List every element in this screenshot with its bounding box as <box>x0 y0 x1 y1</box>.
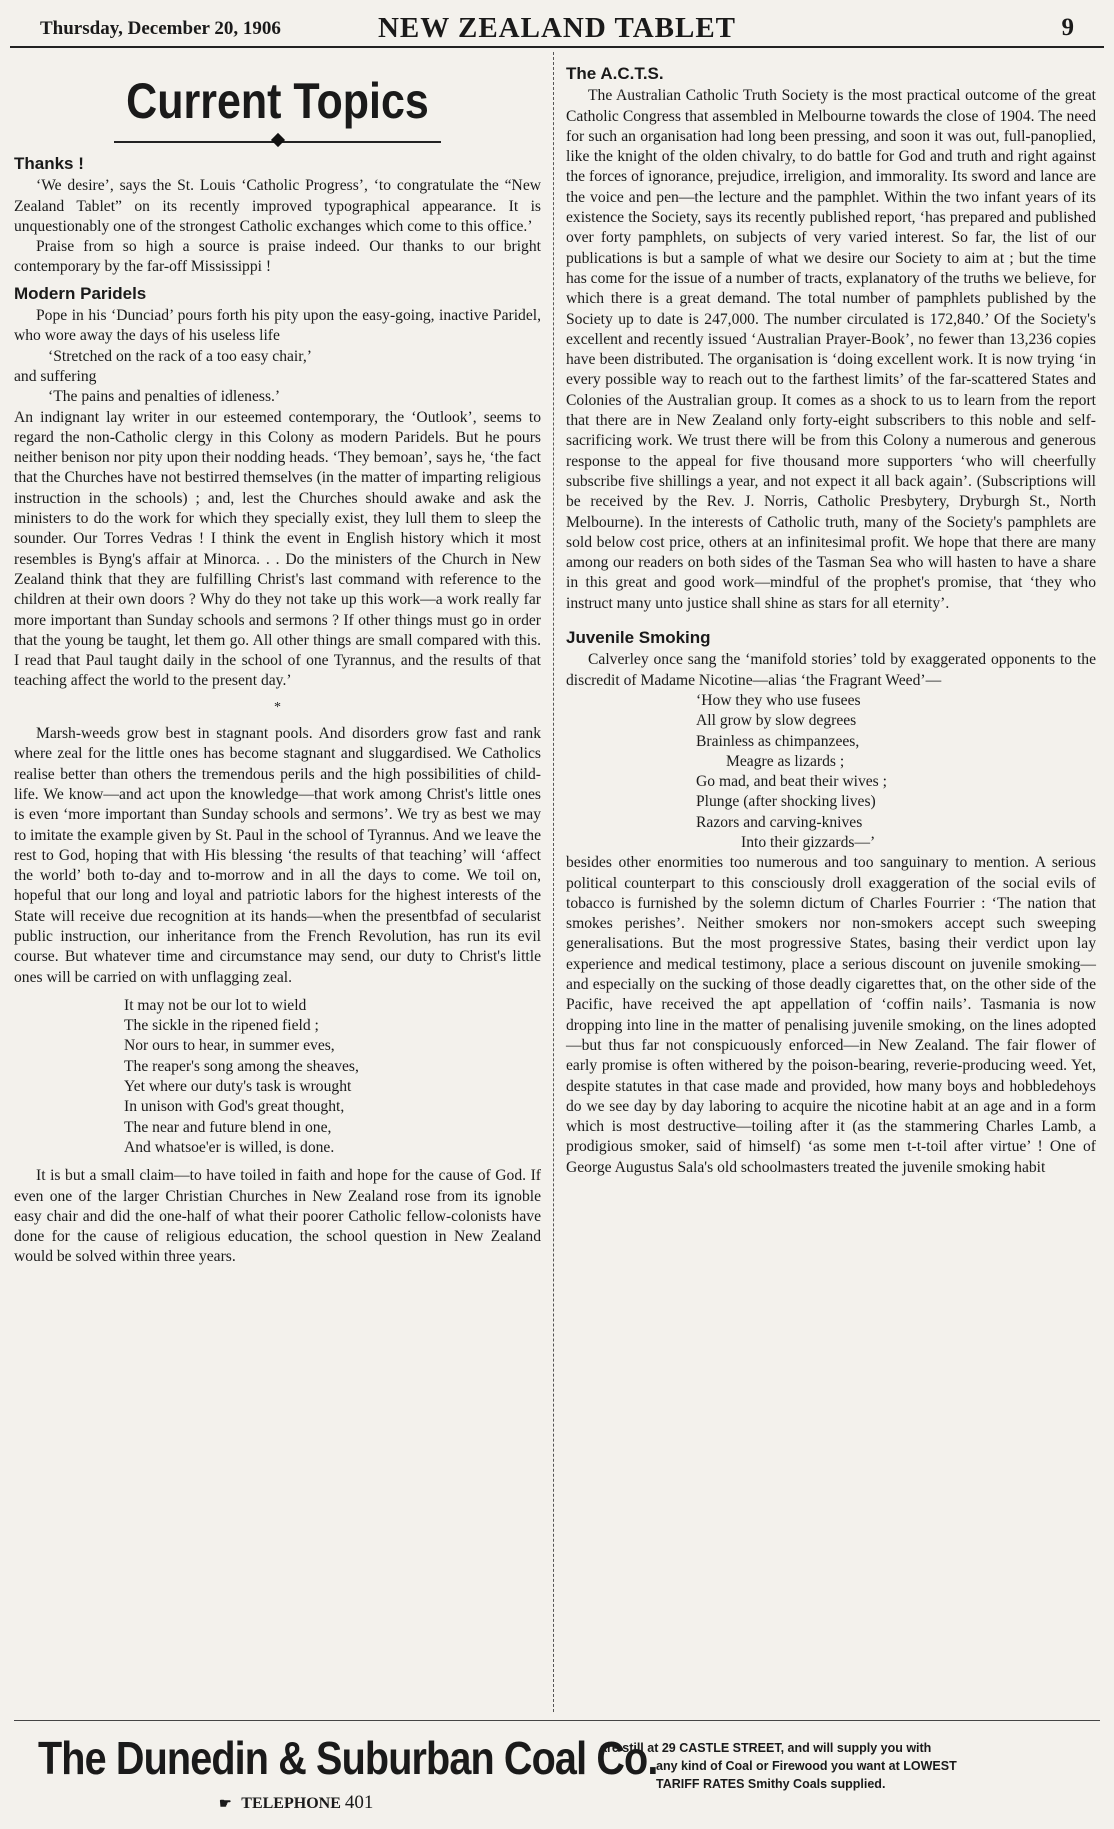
advert-telephone <box>219 1792 373 1814</box>
paridels-paragraph-5: It is but a small claim—to have toiled in faith and hope for the cause of God. If even one of the larger Christian Churches in New Zealand rose from its ignoble easy chair and did the one-half of what their poorer Catholic fellow-colonists have done for the cause of religious education, the school question in New Zealand would be solved within three years. <box>14 1167 541 1266</box>
smoking-verse <box>566 691 1096 853</box>
right-column <box>566 60 1096 1178</box>
coal-company-advert <box>14 1720 1100 1821</box>
smoking-heading: Juvenile Smoking <box>566 628 711 648</box>
paridels-heading: Modern Paridels <box>14 283 147 303</box>
telephone-number: 401 <box>344 1792 374 1813</box>
verse-line: ‘How they who use fusees <box>696 691 861 709</box>
acts-heading: The A.C.T.S. <box>566 64 664 83</box>
verse-line: In unison with God's great thought, <box>124 1098 345 1116</box>
advert-details <box>600 1739 1080 1793</box>
verse-line: Yet where our duty's task is wrought <box>124 1078 352 1096</box>
verse-line: Meagre as lizards ; <box>726 752 845 770</box>
thanks-heading: Thanks ! <box>14 154 84 173</box>
verse-line: Brainless as chimpanzees, <box>696 732 860 750</box>
verse-line: It may not be our lot to wield <box>124 996 307 1014</box>
newspaper-title: NEW ZEALAND TABLET <box>377 12 737 44</box>
pointing-hand-icon: ☛ <box>219 1797 232 1812</box>
advert-line-3: TARIFF RATES Smithy Coals supplied. <box>656 1777 886 1791</box>
paridels-quote-2: ‘The pains and penalties of idleness.’ <box>48 388 281 406</box>
paridels-paragraph-1: Pope in his ‘Dunciad’ pours forth his pity upon the easy-going, inactive Paridel, who wore away the days of his useless life <box>14 307 541 345</box>
section-break-star: * <box>274 699 281 715</box>
advert-line-1: are still at 29 CASTLE STREET, and will supply you with <box>600 1741 932 1755</box>
paridels-paragraph-4: Marsh-weeds grow best in stagnant pools. And disorders grow fast and rank where zeal for the little ones has become stagnant and sluggardised. We Catholics realise better than others the tremendous perils and the high possibilities of child-life. We know—and act upon the knowledge—that work among Christ's little ones is even ‘more important than Sunday schools and sermons’. We try as best we may to imitate the example given by St. Paul in the school of Tyrannus. And we leave the rest to God, hoping that with His blessing ‘the results of that teaching’ will ‘affect the world’ both to-day and to-morrow and in all the days to come. We toil on, hopeful that our long and loyal and patriotic labors for the highest interests of the State will receive due recognition at its hands—when the presentbfad of secularist public instruction, our inheritance from the French Revolution, has run its evil course. But whatever time and circumstance may send, our duty to Christ's little ones will be carried on with unflagging zeal. <box>14 725 541 986</box>
thanks-paragraph-1: ‘We desire’, says the St. Louis ‘Catholic Progress’, ‘to congratulate the “New Zealand Tablet” on its recently improved typographical appearance. It is unquestionably one of the strongest Catholic exchanges which come to this office.’ <box>14 177 541 235</box>
page-number: 9 <box>1061 14 1074 41</box>
telephone-label: TELEPHONE <box>241 1795 341 1812</box>
thanks-paragraph-2: Praise from so high a source is praise indeed. Our thanks to our bright contemporary by the far-off Mississippi ! <box>14 238 541 276</box>
paridels-quote-1: ‘Stretched on the rack of a too easy chair,’ <box>48 347 312 365</box>
smoking-paragraph-2: besides other enormities too numerous and too sanguinary to mention. A serious political counterpart to this consciously droll exaggeration of the social evils of tobacco is furnished by the solemn dictum of Charles Fourrier : ‘The nation that smokes perishes’. Neither smokers nor non-smokers accept such sweeping generalisations. But the most progressive States, basing their verdict upon lay experience and medical testimony, place a serious discount on juvenile smoking—and especially on the sucking of those deadly cigarettes that, on the other side of the Pacific, have received the apt appellation of ‘coffin nails’. Tasmania is now dropping into line in the matter of penalising juvenile smoking, on the lines adopted—but thus far not conspicuously enforced—in New Zealand. The fair flower of early promise is often withered by the poison-bearing, reverie-producing weed. Yet, despite statutes in that case made and provided, how many boys and hobbledehoys do we see day by day laboring to acquire the nicotine habit at an age and in a form which is most destructive—toiling after it (as the stammering Charles Lamb, a prodigious smoker, said of himself) ‘as some men t-t-toil after virtue’ ! One of George Augustus Sala's old schoolmasters treated the juvenile smoking habit <box>566 854 1096 1176</box>
section-title: Current Topics <box>126 73 429 129</box>
diamond-ornament-icon <box>270 133 284 147</box>
issue-date: Thursday, December 20, 1906 <box>40 18 281 39</box>
paridels-paragraph-2: and suffering <box>14 367 97 385</box>
verse-line: Nor ours to hear, in summer eves, <box>124 1037 335 1055</box>
verse-line: Razors and carving-knives <box>696 813 863 831</box>
column-divider <box>553 52 554 1712</box>
verse-line: The near and future blend in one, <box>124 1118 332 1136</box>
acts-paragraph-1: The Australian Catholic Truth Society is the most practical outcome of the great Catholic Congress that assembled in Melbourne towards the close of 1904. The need for such an organisation had long been pressing, and soon it was out, full-panoplied, like the knight of the olden chivalry, to do battle for God and truth and right against the forces of ignorance, prejudice, irreligion, and immorality. Its sword and lance are the voice and pen—the lecture and the pamphlet. Within the two infant years of its existence the Society, says its recently published report, ‘has prepared and published over forty pamphlets, on subjects of very varied interest. So far, the list of our publications is but a sample of what we desire our Society to aim at ; but the time has come for the issue of a number of tracts, explanatory of the truths we believe, for which there is a great demand. The total number of pamphlets published by the Society up to date is 247,000. The number circulated is 172,840.’ Of the Society's excellent and recently issued ‘Australian Prayer-Book’, no fewer than 13,236 copies have been distributed. The organisation is ‘doing excellent work. It is now trying ‘in every possible way to reach out to the farthest limits’ of the far-scattered States and Colonies of the Australian group. It comes as a shock to us to learn from the report that there are in New Zealand only forty-eight subscribers to this noble and self-sacrificing work. We trust there will be from this Colony a numerous and generous response to the appeal for five thousand more supporters ‘who will cheerfully subscribe five shillings a year, and not expect it all back again’. (Subscriptions will be received by the Rev. J. Norris, Catholic Presbytery, Dryburgh St., North Melbourne). In the interests of Catholic truth, many of the Society's pamphlets are sold below cost price, others at an infinitesimal profit. We hope that there are many among our readers on both sides of the Tasman Sea who will hasten to have a share in this great and good work—mindful of the prophet's promise, that ‘they who instruct many unto justice shall shine as stars for all eternity’. <box>566 87 1097 612</box>
page-header <box>10 12 1104 48</box>
verse-line: All grow by slow degrees <box>696 712 857 730</box>
verse-line: Plunge (after shocking lives) <box>696 793 876 811</box>
advert-company-name: The Dunedin & Suburban Coal Co. <box>38 1732 658 1784</box>
paridels-paragraph-3: An indignant lay writer in our esteemed contemporary, the ‘Outlook’, seems to regard the non-Catholic clergy in this Colony as modern Paridels. But he pours neither benison nor pity upon their nodding heads. ‘They bemoan’, says he, ‘the fact that the Churches have not bestirred themselves (in the matter of imparting religious instruction in the schools) ; and, lest the Churches should awake and ask the ministers to do the work for which they specially exist, they lull them to sleep the sounder. Our Torres Vedras ! I think the event in English history which it most resembles is Byng's affair at Minorca. . . Do the ministers of the Church in New Zealand think that they are fulfilling Christ's last command with reference to the children at their own doors ? Why do they not take up this work—a work really far more important than Sunday schools and sermons ? If other things must go in order that the young be taught, let them go. All other things are small compared with this. I read that Paul taught daily in the school of one Tyrannus, and the results of that teaching affect the world to the present day.’ <box>14 408 541 690</box>
verse-line: And whatsoe'er is willed, is done. <box>124 1138 335 1156</box>
advert-line-2: any kind of Coal or Firewood you want at LOWEST <box>656 1759 957 1773</box>
left-column <box>14 60 541 1268</box>
smoking-paragraph-1: Calverley once sang the ‘manifold stories’ told by exaggerated opponents to the discredit of Madame Nicotine—alias ‘the Fragrant Weed’— <box>566 651 1096 689</box>
title-rule <box>114 134 441 148</box>
verse-line: Into their gizzards—’ <box>741 833 876 851</box>
verse-line: Go mad, and beat their wives ; <box>696 773 887 791</box>
verse-line: The reaper's song among the sheaves, <box>124 1057 359 1075</box>
verse-line: The sickle in the ripened field ; <box>124 1017 319 1035</box>
paridels-verse <box>14 996 541 1158</box>
